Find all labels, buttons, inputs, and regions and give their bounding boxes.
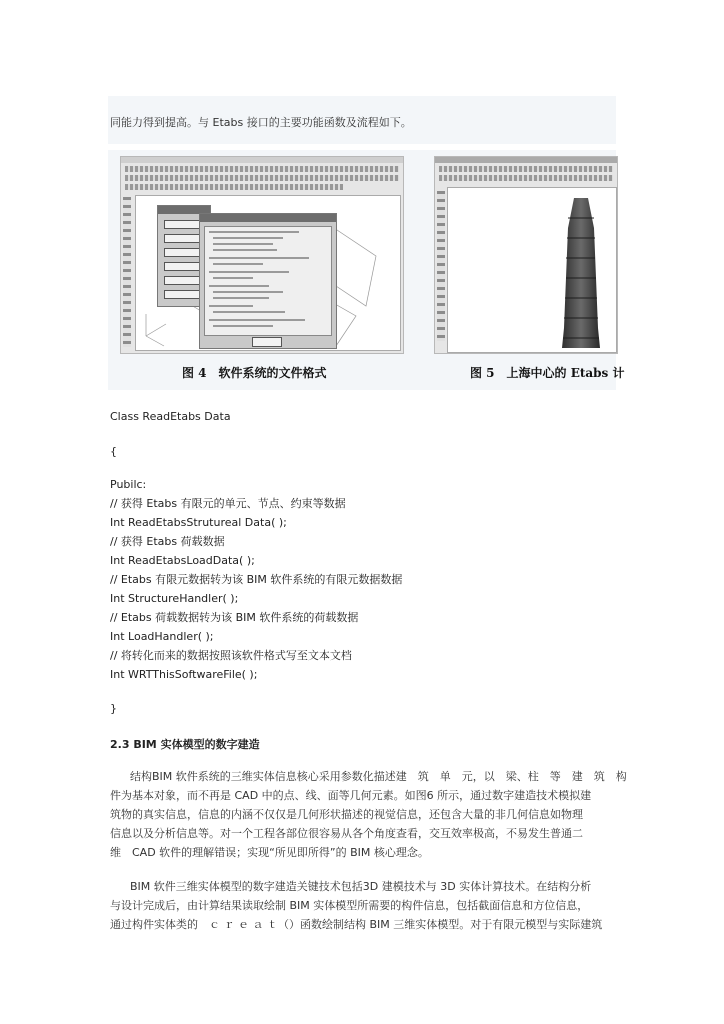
code-function: Int ReadEtabsStrutureal Data( ); <box>110 516 287 529</box>
code-class-declaration: Class ReadEtabs Data <box>110 410 231 423</box>
fig4-left-toolbar <box>123 197 131 347</box>
intro-text: 同能力得到提高。与 Etabs 接口的主要功能函数及流程如下。 <box>110 116 412 129</box>
code-access-modifier: Pubilc: <box>110 478 147 491</box>
fig4-dialog-ok-button <box>252 337 282 347</box>
fig4-toolbar-row <box>125 184 343 190</box>
code-comment: // 将转化而来的数据按照该软件格式写至文本文档 <box>110 649 352 662</box>
fig4-panel-button <box>164 262 204 271</box>
figure-5-screenshot <box>434 156 618 354</box>
code-open-brace: { <box>110 445 117 458</box>
code-comment: // 获得 Etabs 有限元的单元、节点、约束等数据 <box>110 497 346 510</box>
paragraph-1-line: 信息以及分析信息等。对一个工程各部位很容易从各个角度查看，交互效率极高，不易发生普通二 <box>110 827 583 840</box>
fig5-left-toolbar <box>437 191 445 341</box>
paragraph-1-line: 维 CAD 软件的理解错误；实现“所见即所得”的 BIM 核心理念。 <box>110 846 429 859</box>
paragraph-1-line: 筑物的真实信息，信息的内涵不仅仅是几何形状描述的视觉信息，还包含大量的非几何信息如物理 <box>110 808 583 821</box>
figure-5-caption: 图 5 上海中心的 Etabs 计 <box>470 366 625 380</box>
fig4-dialog-titlebar <box>200 214 336 222</box>
code-function: Int LoadHandler( ); <box>110 630 214 643</box>
figure-4-caption: 图 4 软件系统的文件格式 <box>182 366 327 380</box>
fig5-canvas <box>447 187 617 353</box>
fig5-toolbar-row <box>439 175 613 181</box>
section-heading: 2.3 BIM 实体模型的数字建造 <box>110 738 260 751</box>
paragraph-2-line: 与设计完成后，由计算结果读取绘制 BIM 实体模型所需要的构件信息，包括截面信息和方位信息， <box>110 899 589 912</box>
fig5-titlebar <box>435 157 617 163</box>
figure-4-screenshot <box>120 156 404 354</box>
fig4-toolbar-row <box>125 175 399 181</box>
fig4-panel-button <box>164 290 204 299</box>
code-function: Int WRTThisSoftwareFile( ); <box>110 668 258 681</box>
code-close-brace: } <box>110 702 117 715</box>
fig5-tower-model <box>448 188 616 352</box>
fig4-dialog-list <box>204 226 332 336</box>
fig4-panel-button <box>164 220 204 229</box>
fig4-dialog-text-lines <box>205 227 331 335</box>
paragraph-2-line: 通过构件实体类的 ｃ ｒ ｅ ａ ｔ（）函数绘制结构 BIM 三维实体模型。对于有限元模型与实际建筑 <box>110 918 603 931</box>
paragraph-1-line: 件为基本对象，而不再是 CAD 中的点、线、面等几何元素。如图6 所示，通过数字建造技术模拟建 <box>110 789 592 802</box>
paragraph-2-line: BIM 软件三维实体模型的数字建造关键技术包括3D 建模技术与 3D 实体计算技术。在结构分析 <box>130 880 592 893</box>
fig4-panel-button <box>164 234 204 243</box>
code-comment: // 获得 Etabs 荷载数据 <box>110 535 225 548</box>
fig5-toolbar-row <box>439 166 613 172</box>
fig4-file-format-dialog <box>199 213 337 349</box>
code-comment: // Etabs 有限元数据转为该 BIM 软件系统的有限元数据数据 <box>110 573 403 586</box>
code-function: Int ReadEtabsLoadData( ); <box>110 554 255 567</box>
fig4-toolbar-row <box>125 166 399 172</box>
paragraph-1-line: 结构BIM 软件系统的三维实体信息核心采用参数化描述建 筑 单 元，以 梁、柱 等 建 筑 构 <box>130 770 627 783</box>
code-function: Int StructureHandler( ); <box>110 592 239 605</box>
fig4-panel-button <box>164 276 204 285</box>
fig4-menubar <box>121 157 403 163</box>
code-comment: // Etabs 荷载数据转为该 BIM 软件系统的荷载数据 <box>110 611 359 624</box>
fig4-panel-button <box>164 248 204 257</box>
